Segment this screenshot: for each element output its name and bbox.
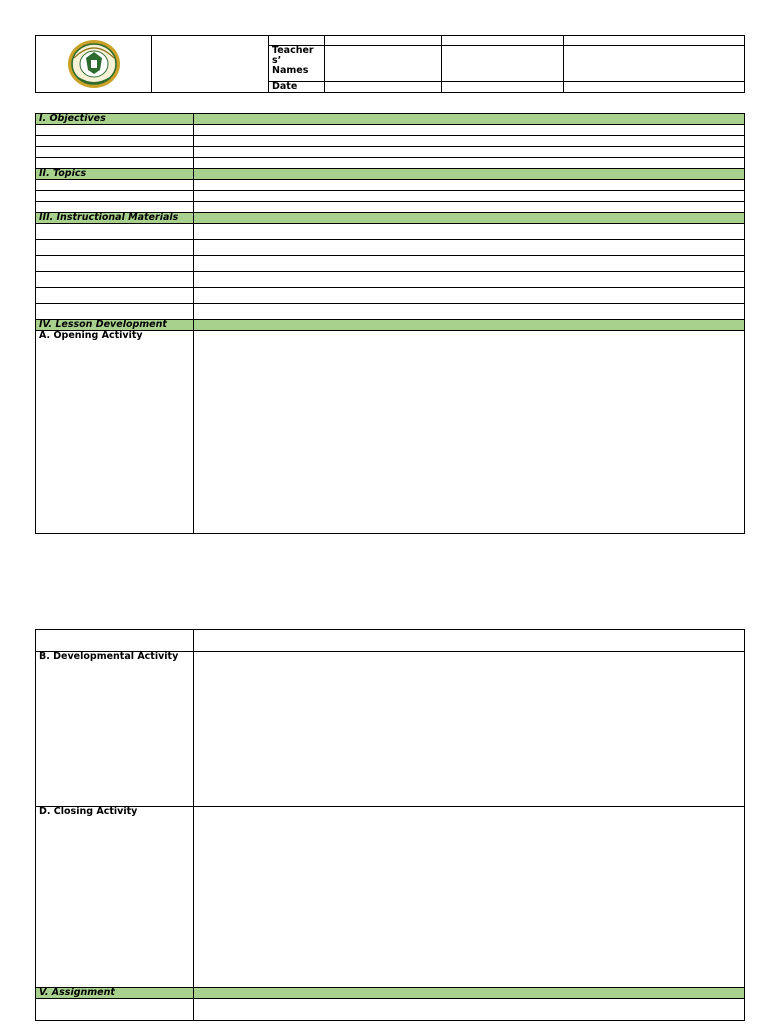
topic-field[interactable] bbox=[194, 202, 745, 213]
objectives-heading: I. Objectives bbox=[36, 114, 194, 125]
material-field[interactable] bbox=[194, 288, 745, 304]
lesson-plan-table bbox=[35, 113, 745, 534]
teacher-name-field[interactable] bbox=[325, 46, 442, 81]
objective-label-cell[interactable] bbox=[36, 158, 194, 169]
lesson-development-heading: IV. Lesson Development bbox=[36, 320, 194, 331]
section-fill bbox=[194, 213, 745, 224]
objective-label-cell[interactable] bbox=[36, 147, 194, 158]
material-label-cell[interactable] bbox=[36, 240, 194, 256]
header-table bbox=[35, 35, 745, 93]
objective-field[interactable] bbox=[194, 158, 745, 169]
continued-field[interactable] bbox=[194, 630, 745, 652]
materials-heading: III. Instructional Materials bbox=[36, 213, 194, 224]
continued-label-cell[interactable] bbox=[36, 630, 194, 652]
material-field[interactable] bbox=[194, 256, 745, 272]
material-label-cell[interactable] bbox=[36, 256, 194, 272]
material-field[interactable] bbox=[194, 272, 745, 288]
section-fill bbox=[194, 320, 745, 331]
objective-field[interactable] bbox=[194, 136, 745, 147]
teacher-name-field[interactable] bbox=[442, 46, 564, 81]
assignment-field[interactable] bbox=[194, 999, 745, 1021]
date-label: Date bbox=[269, 81, 325, 92]
header-blank-cell bbox=[269, 36, 325, 46]
section-fill bbox=[194, 988, 745, 999]
closing-activity-label: D. Closing Activity bbox=[36, 807, 194, 988]
teacher-names-label bbox=[269, 46, 325, 81]
assignment-label-cell[interactable] bbox=[36, 999, 194, 1021]
lesson-plan-table-continued bbox=[35, 629, 745, 1021]
material-label-cell[interactable] bbox=[36, 288, 194, 304]
material-field[interactable] bbox=[194, 224, 745, 240]
teacher-name-field[interactable] bbox=[564, 46, 745, 81]
teacher-label-line: s’ bbox=[272, 55, 282, 67]
objective-field[interactable] bbox=[194, 147, 745, 158]
material-label-cell[interactable] bbox=[36, 272, 194, 288]
material-label-cell[interactable] bbox=[36, 304, 194, 320]
section-fill bbox=[194, 169, 745, 180]
date-field[interactable] bbox=[442, 81, 564, 92]
developmental-activity-label: B. Developmental Activity bbox=[36, 652, 194, 807]
university-seal-icon bbox=[66, 38, 122, 90]
logo-cell bbox=[36, 36, 152, 93]
date-field[interactable] bbox=[325, 81, 442, 92]
closing-activity-field[interactable] bbox=[194, 807, 745, 988]
topic-field[interactable] bbox=[194, 191, 745, 202]
header-blank-cell bbox=[564, 36, 745, 46]
teacher-label-line: Names bbox=[272, 65, 309, 77]
opening-activity-field[interactable] bbox=[194, 331, 745, 534]
date-field[interactable] bbox=[564, 81, 745, 92]
header-blank-cell bbox=[325, 36, 442, 46]
teacher-label-line: Teacher bbox=[272, 45, 314, 57]
topic-field[interactable] bbox=[194, 180, 745, 191]
material-field[interactable] bbox=[194, 240, 745, 256]
objective-field[interactable] bbox=[194, 125, 745, 136]
topics-heading: II. Topics bbox=[36, 169, 194, 180]
topic-label-cell[interactable] bbox=[36, 202, 194, 213]
school-name-cell bbox=[152, 36, 269, 93]
topic-label-cell[interactable] bbox=[36, 180, 194, 191]
opening-activity-label: A. Opening Activity bbox=[36, 331, 194, 534]
objective-label-cell[interactable] bbox=[36, 136, 194, 147]
developmental-activity-field[interactable] bbox=[194, 652, 745, 807]
section-fill bbox=[194, 114, 745, 125]
header-blank-cell bbox=[442, 36, 564, 46]
objective-label-cell[interactable] bbox=[36, 125, 194, 136]
material-label-cell[interactable] bbox=[36, 224, 194, 240]
assignment-heading: V. Assignment bbox=[36, 988, 194, 999]
material-field[interactable] bbox=[194, 304, 745, 320]
topic-label-cell[interactable] bbox=[36, 191, 194, 202]
